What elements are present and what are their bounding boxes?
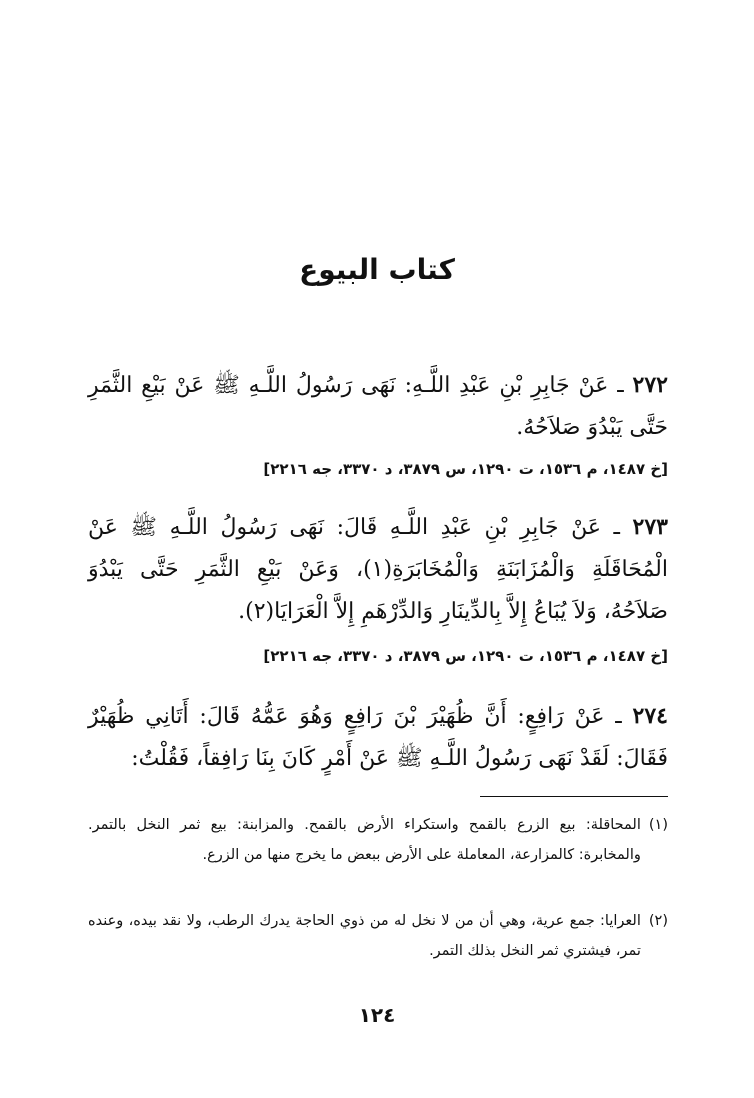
hadith-text — [88, 695, 668, 780]
footnote-text: المحاقلة: بيع الزرع بالقمح واستكراء الأرض بالقمح. والمزابنة: بيع ثمر النخل بالتمر. والمخابرة: كالمزارعة، المعاملة على الأرض ببعض ما يخرج منها من الزرع. — [88, 817, 641, 863]
hadith-body: ـ عَنْ جَابِرِ بْنِ عَبْدِ اللَّـهِ: نَهَى رَسُولُ اللَّـهِ ﷺ عَنْ بَيْعِ الثَّمَرِ حَتَّى يَبْدُوَ صَلاَحُهُ. — [88, 373, 668, 440]
hadith-number: ٢٧٣ — [632, 514, 668, 540]
hadith-text — [88, 506, 668, 633]
hadith-273 — [88, 506, 668, 633]
page-number: ١٢٤ — [358, 1003, 396, 1027]
footnote-divider — [480, 796, 668, 797]
hadith-body: ـ عَنْ جَابِرِ بْنِ عَبْدِ اللَّـهِ قَالَ: نَهَى رَسُولُ اللَّـهِ ﷺ عَنْ الْمُحَاقَلَةِ وَالْمُزَابَنَةِ وَالْمُخَابَرَةِ(١)، وَعَنْ بَيْعِ الثَّمَرِ حَتَّى يَبْدُوَ صَلاَحُهُ، وَلاَ يُبَاعُ إِلاَّ بِالدِّينَارِ وَالدِّرْهَمِ إِلاَّ الْعَرَايَا(٢). — [88, 515, 668, 624]
footnote-marker: (٢) — [648, 913, 668, 929]
hadith-number: ٢٧٤ — [632, 703, 668, 729]
hadith-body: ـ عَنْ رَافِعٍ: أَنَّ ظُهَيْرَ بْنَ رَافِعٍ وَهُوَ عَمُّهُ قَالَ: أَتَانِي ظُهَيْرٌ فَقَالَ: لَقَدْ نَهَى رَسُولُ اللَّـهِ ﷺ عَنْ أَمْرٍ كَانَ بِنَا رَافِقاً، فَقُلْتُ: — [88, 704, 668, 771]
footnote-text: العرايا: جمع عرية، وهي أن من لا نخل له من ذوي الحاجة يدرك الرطب، ولا نقد بيده، وعنده تمر، فيشتري ثمر النخل بذلك التمر. — [88, 913, 641, 959]
hadith-272-reference: [خ ١٤٨٧، م ١٥٣٦، ت ١٢٩٠، س ٣٨٧٩، د ٣٣٧٠، جه ٢٢١٦] — [263, 460, 668, 478]
footnote-2 — [88, 906, 668, 966]
hadith-272 — [88, 364, 668, 449]
footnote-1 — [88, 810, 668, 870]
footnote-marker: (١) — [648, 817, 668, 833]
hadith-273-reference: [خ ١٤٨٧، م ١٥٣٦، ت ١٢٩٠، س ٣٨٧٩، د ٣٣٧٠، جه ٢٢١٦] — [263, 647, 668, 665]
chapter-title: كتاب البيوع — [299, 253, 455, 286]
hadith-274 — [88, 695, 668, 780]
hadith-number: ٢٧٢ — [632, 372, 668, 398]
hadith-text — [88, 364, 668, 449]
